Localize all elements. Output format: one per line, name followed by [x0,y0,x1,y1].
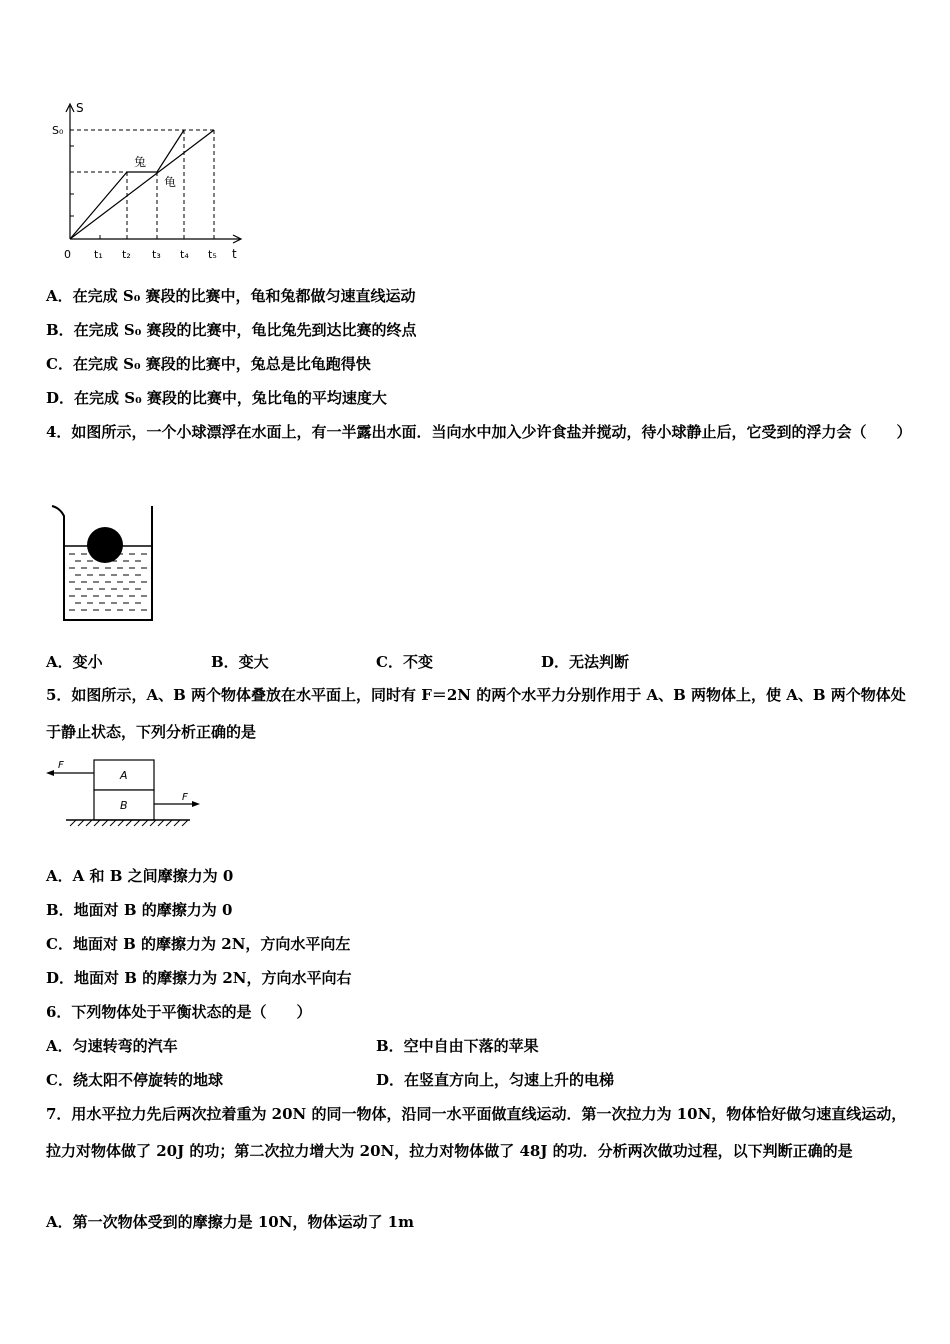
block-b-label: B [120,799,128,812]
rabbit-label: 兔 [134,155,147,169]
tick-t5: t₅ [208,248,217,261]
s0-label: S₀ [52,124,64,137]
q7-stem: 7．用水平拉力先后两次拉着重为 20N 的同一物体，沿同一水平面做直线运动．第一次拉力为 10N，物体恰好做匀速直线运动，拉力对物体做了 20J 的功；第二次拉力增大为 20N，拉力对物体做了 48J 的功．分析两次做功过程，以下判断正确的是 [46,1105,907,1160]
q6-options-row2 [46,1070,746,1090]
q6-option-c[interactable]: C．绕太阳不停旋转的地球 [46,1071,223,1089]
q3-option-c[interactable]: C．在完成 S₀ 赛段的比赛中，兔总是比龟跑得快 [46,355,371,373]
q4-options [46,652,746,672]
t-axis-label: t [232,247,237,261]
floating-ball [87,527,123,563]
origin-label: 0 [64,248,71,261]
q5-stem: 5．如图所示，A、B 两个物体叠放在水平面上，同时有 F＝2N 的两个水平力分别作用于 A、B 两物体上，使 A、B 两个物体处于静止状态，下列分析正确的是 [46,686,906,741]
q5-option-b[interactable]: B．地面对 B 的摩擦力为 0 [46,901,233,919]
q5-option-c[interactable]: C．地面对 B 的摩擦力为 2N，方向水平向左 [46,935,351,953]
turtle-label: 龟 [164,175,177,189]
beaker-figure [50,502,160,626]
q4-option-a[interactable]: A．变小 [46,653,103,671]
q5-option-d[interactable]: D．地面对 B 的摩擦力为 2N，方向水平向右 [46,969,352,987]
q4-option-d[interactable]: D．无法判断 [541,653,630,671]
q6-option-a[interactable]: A．匀速转弯的汽车 [46,1037,178,1055]
q6-option-b[interactable]: B．空中自由下落的苹果 [376,1037,539,1055]
q6-option-d[interactable]: D．在竖直方向上，匀速上升的电梯 [376,1071,615,1089]
q4-stem: 4．如图所示，一个小球漂浮在水面上，有一半露出水面．当向水中加入少许食盐并搅动，待小球静止后，它受到的浮力会（ ） [46,423,912,441]
q3-option-a[interactable]: A．在完成 S₀ 赛段的比赛中，龟和兔都做匀速直线运动 [46,287,416,305]
q5-option-a[interactable]: A．A 和 B 之间摩擦力为 0 [46,867,234,885]
s-axis-label: S [76,101,84,115]
q3-option-b[interactable]: B．在完成 S₀ 赛段的比赛中，龟比兔先到达比赛的终点 [46,321,417,339]
force-left-label: F [58,760,64,771]
block-a-label: A [120,769,128,782]
force-right-label: F [182,792,188,803]
q4-option-b[interactable]: B．变大 [211,653,269,671]
tick-t2: t₂ [122,248,131,261]
q6-stem: 6．下列物体处于平衡状态的是（ ） [46,1003,312,1021]
st-graph [44,98,254,266]
tick-t4: t₄ [180,248,189,261]
q3-option-d[interactable]: D．在完成 S₀ 赛段的比赛中，兔比龟的平均速度大 [46,389,387,407]
q6-options-row1 [46,1036,746,1056]
q7-option-a[interactable]: A．第一次物体受到的摩擦力是 10N，物体运动了 1m [46,1213,414,1231]
tick-t1: t₁ [94,248,103,261]
blocks-figure [44,756,204,830]
q4-option-c[interactable]: C．不变 [376,653,433,671]
tick-t3: t₃ [152,248,161,261]
